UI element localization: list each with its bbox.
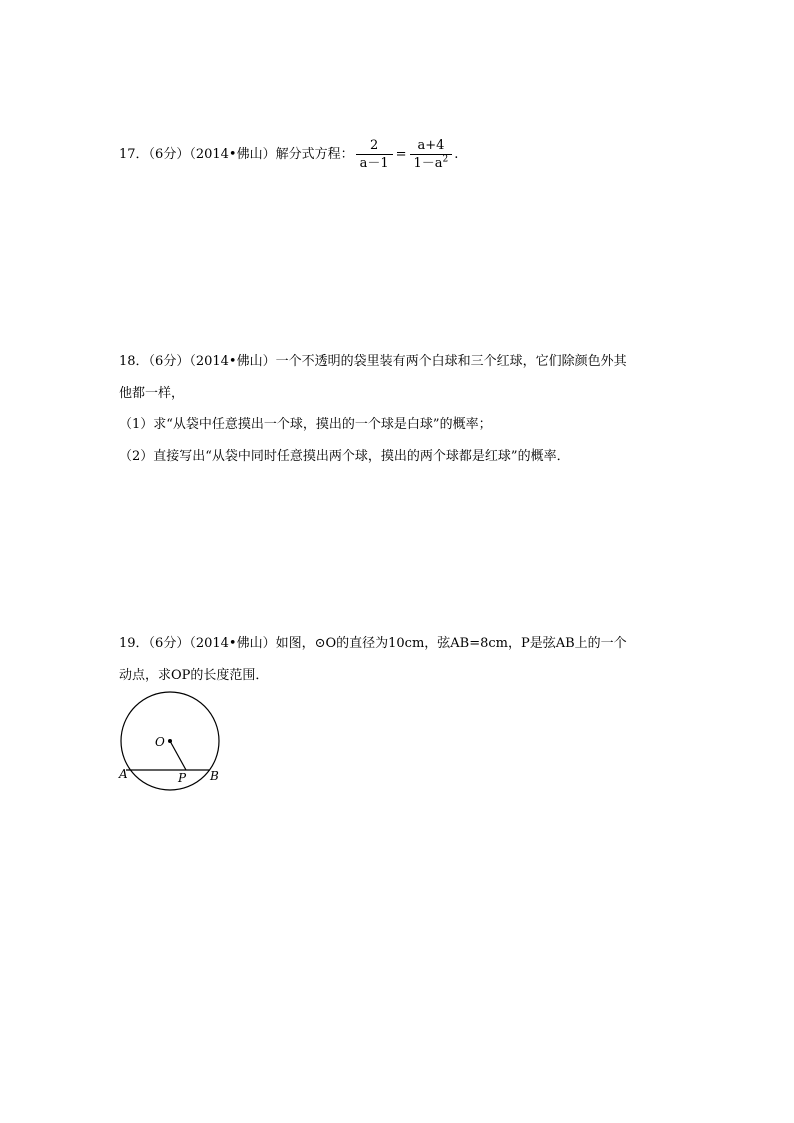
fraction-right (410, 138, 453, 171)
fraction-left (356, 138, 393, 171)
fraction-right-numerator: a+4 (410, 138, 453, 155)
equals-sign: = (395, 146, 407, 162)
fraction-left-denominator: a－1 (359, 156, 389, 171)
question-18-line-1: 18．（6分）（2014•佛山）一个不透明的袋里装有两个白球和三个红球，它们除颜色外其 (119, 354, 627, 369)
fraction-left-numerator: 2 (356, 138, 393, 155)
question-18-part-1: （1）求“从袋中任意摸出一个球，摸出的一个球是白球”的概率； (119, 417, 492, 432)
fraction-right-denominator-exponent: 2 (442, 154, 449, 165)
segment-op (170, 741, 186, 770)
question-17-prefix: 17．（6分）（2014•佛山）解分式方程： (119, 147, 354, 162)
fraction-right-denominator (410, 155, 453, 171)
question-19-line-1: 19．（6分）（2014•佛山）如图，⊙O的直径为10cm，弦AB=8cm，P是弦AB上的一个 (119, 636, 627, 651)
question-18-line-2: 他都一样， (119, 386, 185, 401)
label-b: B (210, 769, 219, 783)
question-18-part-2: （2）直接写出“从袋中同时任意摸出两个球，摸出的两个球都是红球”的概率． (119, 449, 570, 464)
question-17-suffix: . (454, 147, 459, 162)
label-a: A (119, 767, 128, 781)
question-17 (119, 138, 458, 171)
center-point-o (168, 739, 172, 743)
question-19-line-2: 动点，求OP的长度范围． (119, 668, 269, 683)
label-p: P (178, 771, 187, 785)
fraction-right-denominator-base: 1－a (413, 156, 443, 171)
label-o: O (155, 735, 165, 749)
circle-chord-figure (112, 686, 232, 796)
